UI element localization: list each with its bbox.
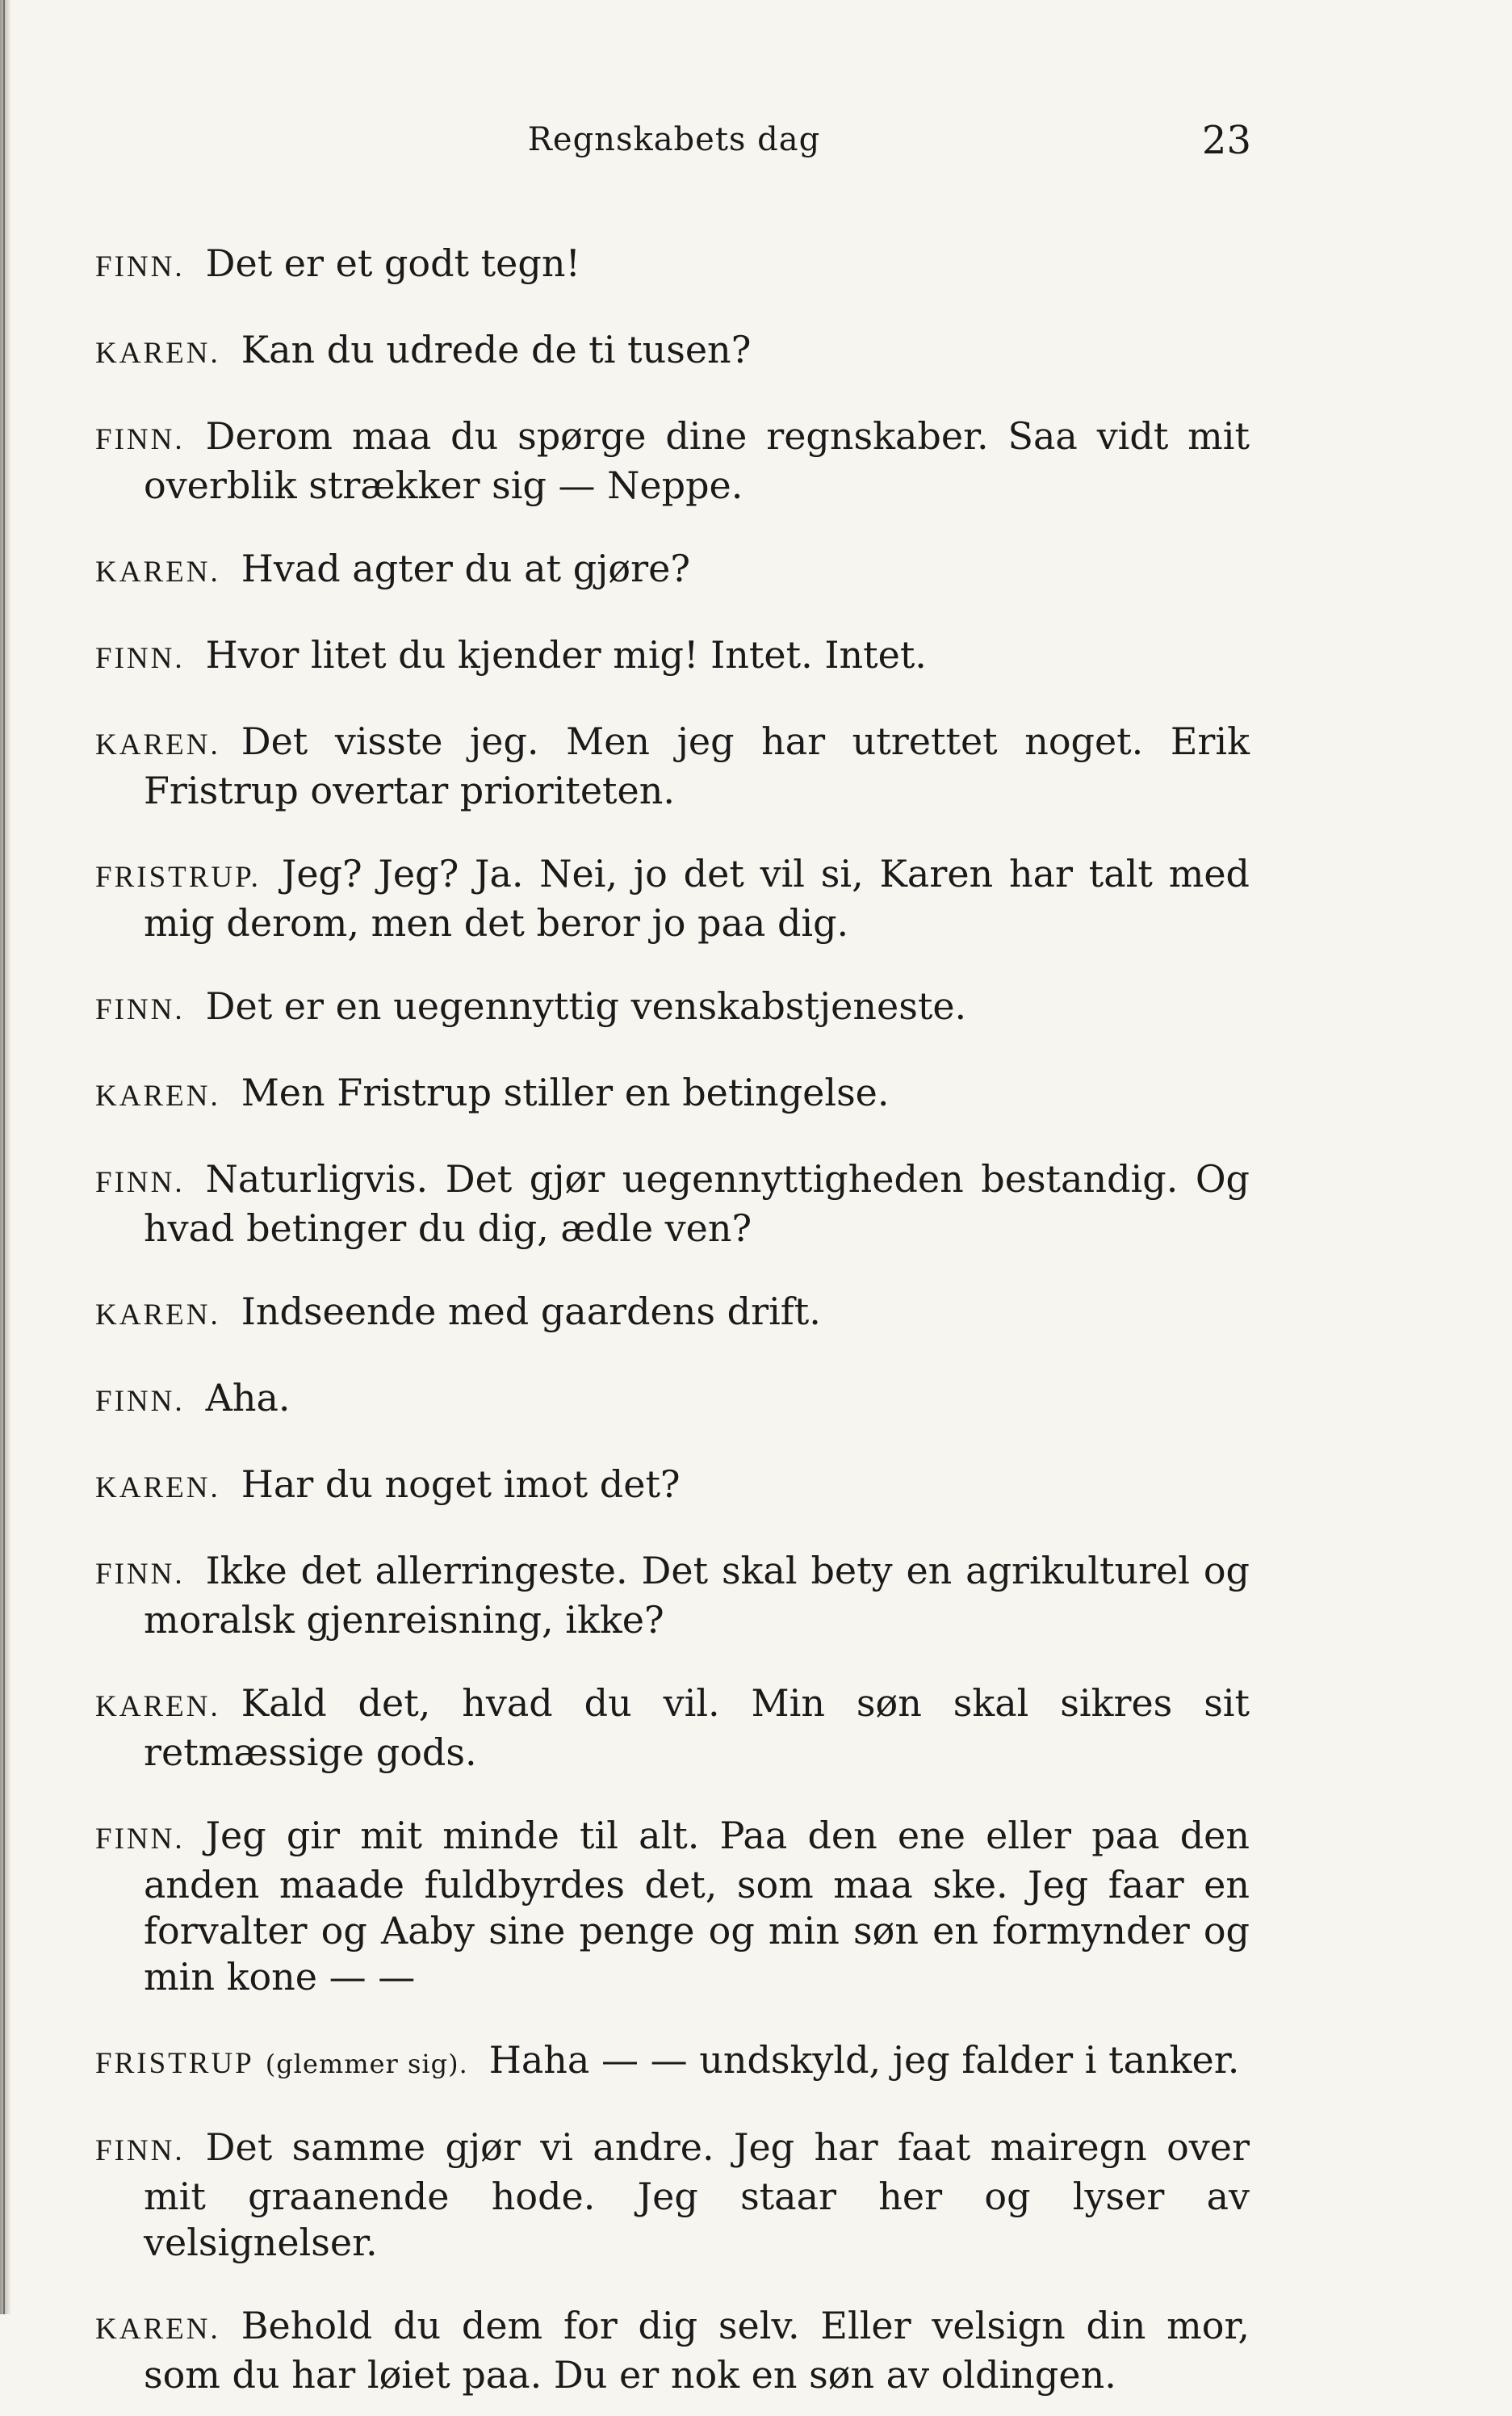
running-head: [97, 118, 1251, 170]
dialogue-line: [95, 984, 1250, 1033]
dialogue-line: [95, 327, 1250, 376]
speaker-name: FRISTRUP.: [95, 861, 261, 894]
dialogue-line: [95, 1680, 1250, 1776]
page-number: 23: [1201, 118, 1251, 163]
speech-text: Behold du dem for dig selv. Eller velsign din mor, som du har løiet paa. Du er nok en søn av oldingen.: [144, 2304, 1250, 2397]
dialogue-line: [95, 546, 1250, 595]
speech-text: Naturligvis. Det gjør uegennyttigheden bestandig. Og hvad betinger du dig, ædle ven?: [144, 1157, 1250, 1250]
speaker-name: KAREN.: [95, 728, 220, 761]
speaker-name: KAREN.: [95, 2313, 220, 2346]
speaker-name: KAREN.: [95, 1080, 220, 1113]
speech-text: Ikke det allerringeste. Det skal bety en agrikulturel og moralsk gjenreisning, ikke?: [144, 1549, 1250, 1642]
stage-direction: (glemmer sig).: [265, 2049, 468, 2079]
dialogue-line: [95, 2303, 1250, 2398]
speech-text: Kan du udrede de ti tusen?: [241, 328, 752, 371]
speaker-name: KAREN.: [95, 556, 220, 589]
speaker-name: FINN.: [95, 1385, 185, 1418]
dialogue-line: [95, 719, 1250, 814]
speaker-name: KAREN.: [95, 1690, 220, 1723]
speaker-name: FINN.: [95, 250, 185, 283]
dialogue-line: [95, 2124, 1250, 2266]
speaker-name: KAREN.: [95, 1298, 220, 1332]
speech-text: Kald det, hvad du vil. Min søn skal sikres sit retmæssige gods.: [144, 1681, 1250, 1774]
dialogue-line: [95, 1375, 1250, 1424]
speech-text: Har du noget imot det?: [241, 1462, 681, 1506]
dialogue-line: [95, 1813, 1250, 2000]
speech-text: Hvor litet du kjender mig! Intet. Intet.: [205, 633, 927, 677]
dialogue-line: [95, 1156, 1250, 1252]
speaker-name: KAREN.: [95, 337, 220, 370]
speaker-name: FINN.: [95, 1558, 185, 1591]
speech-text: Det er et godt tegn!: [205, 241, 580, 285]
speaker-name: KAREN.: [95, 1471, 220, 1504]
dialogue-line: [95, 241, 1250, 290]
speaker-name: FINN.: [95, 1822, 185, 1856]
speech-text: Jeg? Jeg? Ja. Nei, jo det vil si, Karen har talt med mig derom, men det beror jo paa dig.: [144, 852, 1250, 945]
speaker-name: FINN.: [95, 423, 185, 456]
dialogue-line: [95, 1548, 1250, 1643]
speech-text: Det samme gjør vi andre. Jeg har faat mairegn over mit graanende hode. Jeg staar her og lyser av velsignelser.: [144, 2125, 1250, 2264]
dialogue-line: [95, 851, 1250, 946]
page-edge: [0, 0, 11, 2314]
speech-text: Det visste jeg. Men jeg har utrettet noget. Erik Fristrup overtar prioriteten.: [144, 719, 1250, 812]
chapter-title: Regnskabets dag: [527, 121, 821, 158]
dialogue-line: [95, 1462, 1250, 1511]
dialogue-line: [95, 632, 1250, 682]
speech-text: Det er en uegennyttig venskabstjeneste.: [205, 984, 967, 1028]
speaker-name: FINN.: [95, 2134, 185, 2167]
dialogue-line: [95, 1070, 1250, 1119]
dialogue-line: [95, 1289, 1250, 1338]
speaker-name: FINN.: [95, 642, 185, 675]
speech-text: Hvad agter du at gjøre?: [241, 547, 690, 590]
dialogue-line: [95, 2037, 1250, 2087]
dialogue-block: [95, 203, 1250, 2416]
speech-text: Haha — — undskyld, jeg falder i tanker.: [488, 2038, 1240, 2082]
speaker-name: FINN.: [95, 1166, 185, 1199]
speaker-name: FINN.: [95, 993, 185, 1026]
speaker-name: FRISTRUP: [95, 2047, 254, 2080]
speech-text: Jeg gir mit minde til alt. Paa den ene eller paa den anden maade fuldbyrdes det, som maa ske. Jeg faar en forvalter og Aaby sine penge og min søn en formynder og min kone — —: [144, 1814, 1250, 1999]
speech-text: Men Fristrup stiller en betingelse.: [241, 1071, 890, 1114]
speech-text: Aha.: [205, 1376, 291, 1420]
dialogue-line: [95, 413, 1250, 509]
speech-text: Indseende med gaardens drift.: [241, 1290, 821, 1333]
speech-text: Derom maa du spørge dine regnskaber. Saa vidt mit overblik strækker sig — Neppe.: [144, 414, 1250, 507]
